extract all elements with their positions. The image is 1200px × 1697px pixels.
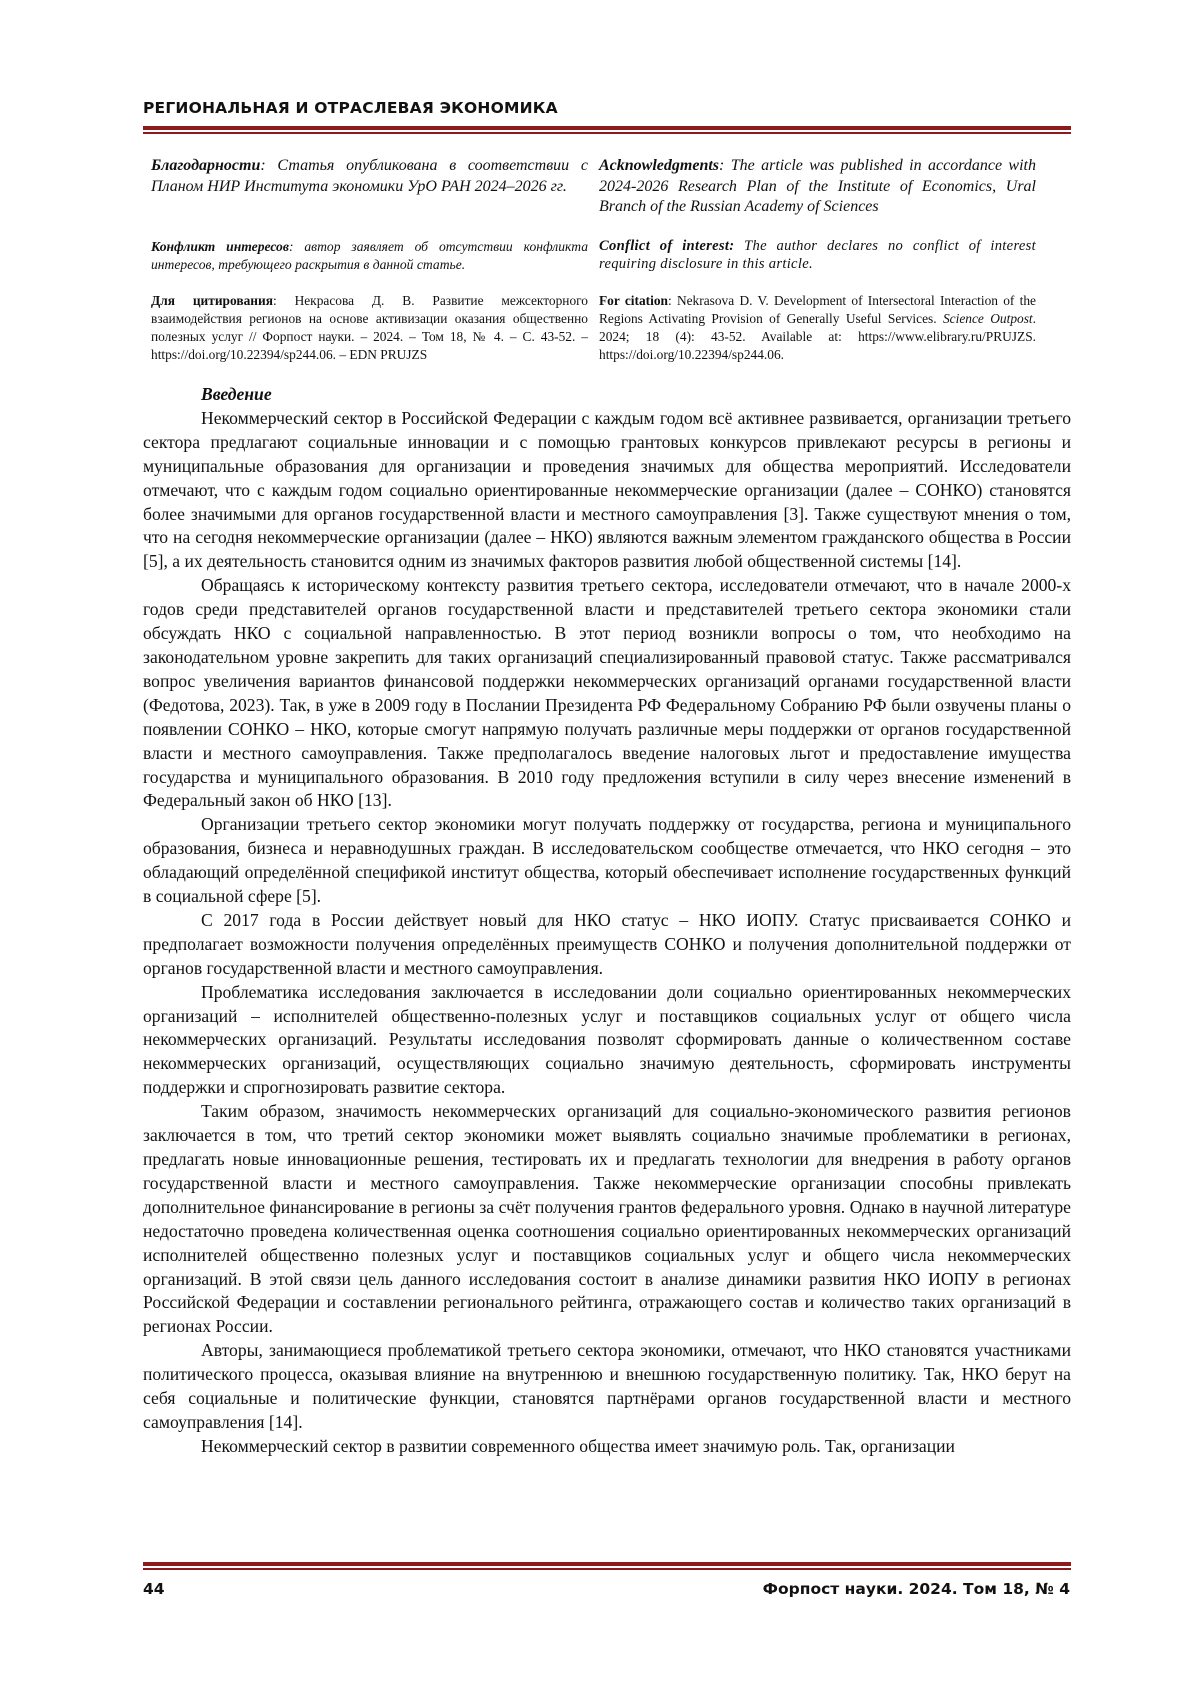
paragraph: Некоммерческий сектор в Российской Федерации с каждым годом всё активнее развивается, организации третьего сектора предлагают социальные инновации и с помощью грантовых конкурсов привлекают ресурсы в регионы и муниципальные образования для организации и проведения значимых для общества мероприятий. Исследователи отмечают, что с каждым годом социально ориентированные некоммерческие организации (далее – СОНКО) становятся более значимыми для органов государственной власти и местного самоуправления [3]. Также существуют мнения о том, что на сегодня некоммерческие организации (далее – НКО) являются важным элементом гражданского общества в России [5], а их деятельность становится одним из значимых факторов развития любой общественной системы [14]. xyxy=(143,407,1071,574)
conflict-label: Conflict of interest: xyxy=(599,238,734,254)
acknowledgments-text: : The article was published in accordance with 2024-2026 Research Plan of the Institute of Economics, Ural Branch of the Russian Academy of Sciences xyxy=(599,157,1036,215)
paragraph: Таким образом, значимость некоммерческих организаций для социально-экономического развития регионов заключается в том, что третий сектор экономики может выявлять социально значимые проблематики в регионах, предлагать новые инновационные решения, тестировать их и предлагать технологии для внедрения в работу органов государственной власти и местного самоуправления. Также некоммерческие организации способны привлекать дополнительное финансирование в регионы за счёт получения грантов федерального уровня. Однако в научной литературе недостаточно проведена количественная оценка соотношения социально ориентированных некоммерческих организаций исполнителей общественно полезных услуг и поставщиков социальных услуг и общего числа некоммерческих организаций. В этой связи цель данного исследования состоит в анализе динамики развития НКО ИОПУ в регионах Российской Федерации и составлении регионального рейтинга, отражающего состав и количество таких организаций в регионах России. xyxy=(143,1100,1071,1339)
journal-issue: Форпост науки. 2024. Том 18, № 4 xyxy=(763,1580,1070,1598)
footer-rule-thin xyxy=(143,1568,1071,1570)
conflict-label: Конфликт интересов xyxy=(151,239,289,254)
paragraph: Проблематика исследования заключается в исследовании доли социально ориентированных некоммерческих организаций – исполнителей общественно-полезных услуг и поставщиков социальных услуг от общего числа некоммерческих организаций. Результаты исследования позволят сформировать данные о количественном составе некоммерческих организаций, осуществляющих социально значимую деятельность, сформировать инструменты поддержки и спрогнозировать развитие сектора. xyxy=(143,981,1071,1101)
conflict-text: The author declares no conflict of interest requiring disclosure in this article. xyxy=(599,238,1036,272)
introduction-heading: Введение xyxy=(143,383,1071,407)
conflict-text: : автор заявляет об отсутствии конфликта интересов, требующего раскрытия в данной статье. xyxy=(151,239,588,272)
journal-page xyxy=(0,0,1200,1697)
citation-label: For citation xyxy=(599,293,668,308)
acknowledgments-en xyxy=(599,156,1036,222)
article-body xyxy=(143,383,1071,1459)
citation-text-end: . 2024; 18 (4): 43-52. Available at: https://www.elibrary.ru/PRUJZS. https://doi.org/10.22394/sp244.06. xyxy=(599,311,1036,362)
header-rule-thin xyxy=(143,132,1071,134)
section-title: РЕГИОНАЛЬНАЯ И ОТРАСЛЕВАЯ ЭКОНОМИКА xyxy=(143,99,558,117)
metadata-column-english xyxy=(599,156,1036,364)
acknowledgments-label: Acknowledgments xyxy=(599,157,719,174)
paragraph: С 2017 года в России действует новый для НКО статус – НКО ИОПУ. Статус присваивается СОНКО и предполагает возможности получения определённых преимуществ СОНКО и получения дополнительной поддержки от органов государственной власти и местного самоуправления. xyxy=(143,909,1071,981)
conflict-of-interest-en xyxy=(599,238,1036,274)
citation-label: Для цитирования xyxy=(151,293,273,308)
citation-text: : Nekrasova D. V. Development of Intersectoral Interaction of the Regions Activating Provision of Generally Useful Services. xyxy=(599,293,1036,326)
journal-name: Science Outpost xyxy=(943,311,1033,326)
paragraph: Авторы, занимающиеся проблематикой третьего сектора экономики, отмечают, что НКО становятся участниками политического процесса, оказывая влияние на внутреннюю и внешнюю государственную политику. Так, НКО берут на себя социальные и политические функции, становятся партнёрами органов государственной власти и местного самоуправления [14]. xyxy=(143,1339,1071,1435)
acknowledgments-text: : Статья опубликована в соответствии с Планом НИР Института экономики УрО РАН 2024–2026 гг. xyxy=(151,157,588,195)
acknowledgments-label: Благодарности xyxy=(151,157,260,174)
citation-en xyxy=(599,292,1036,364)
metadata-column-russian xyxy=(151,156,588,364)
paragraph: Обращаясь к историческому контексту развития третьего сектора, исследователи отмечают, что в начале 2000-х годов среди представителей органов государственной власти и представителей третьего сектора экономики стали обсуждать НКО с социальной направленностью. В этот период возникли вопросы о том, что необходимо на законодательном уровне закрепить для таких организаций специализированный правовой статус. Также рассматривался вопрос увеличения вариантов финансовой поддержки некоммерческих организаций органами государственной власти (Федотова, 2023). Так, в уже в 2009 году в Послании Президента РФ Федеральному Собранию РФ были озвучены планы о появлении СОНКО – НКО, которые смогут напрямую получать различные меры поддержки от органов государственной власти и местного самоуправления. Также предполагалось введение налоговых льгот и предоставление имущества государства и муниципального образования. В 2010 году предложения вступили в силу через внесение изменений в Федеральный закон об НКО [13]. xyxy=(143,574,1071,813)
conflict-of-interest-ru xyxy=(151,238,588,274)
paragraph: Некоммерческий сектор в развитии современного общества имеет значимую роль. Так, организации xyxy=(143,1435,1071,1459)
paragraph: Организации третьего сектор экономики могут получать поддержку от государства, региона и муниципального образования, бизнеса и неравнодушных граждан. В исследовательском сообществе отмечается, что НКО сегодня – это обладающий определённой спецификой институт общества, который обеспечивает исполнение государственных функций в социальной сфере [5]. xyxy=(143,813,1071,909)
footer-rule-thick xyxy=(143,1562,1071,1566)
page-number: 44 xyxy=(143,1580,165,1598)
acknowledgments-ru xyxy=(151,156,588,222)
citation-ru xyxy=(151,292,588,364)
header-rule-thick xyxy=(143,126,1071,130)
citation-text: : Некрасова Д. В. Развитие межсекторного взаимодействия регионов на основе активизации оказания общественно полезных услуг // Форпост науки. – 2024. – Том 18, № 4. – С. 43-52. – https://doi.org/10.22394/sp244.06. – EDN PRUJZS xyxy=(151,293,588,362)
